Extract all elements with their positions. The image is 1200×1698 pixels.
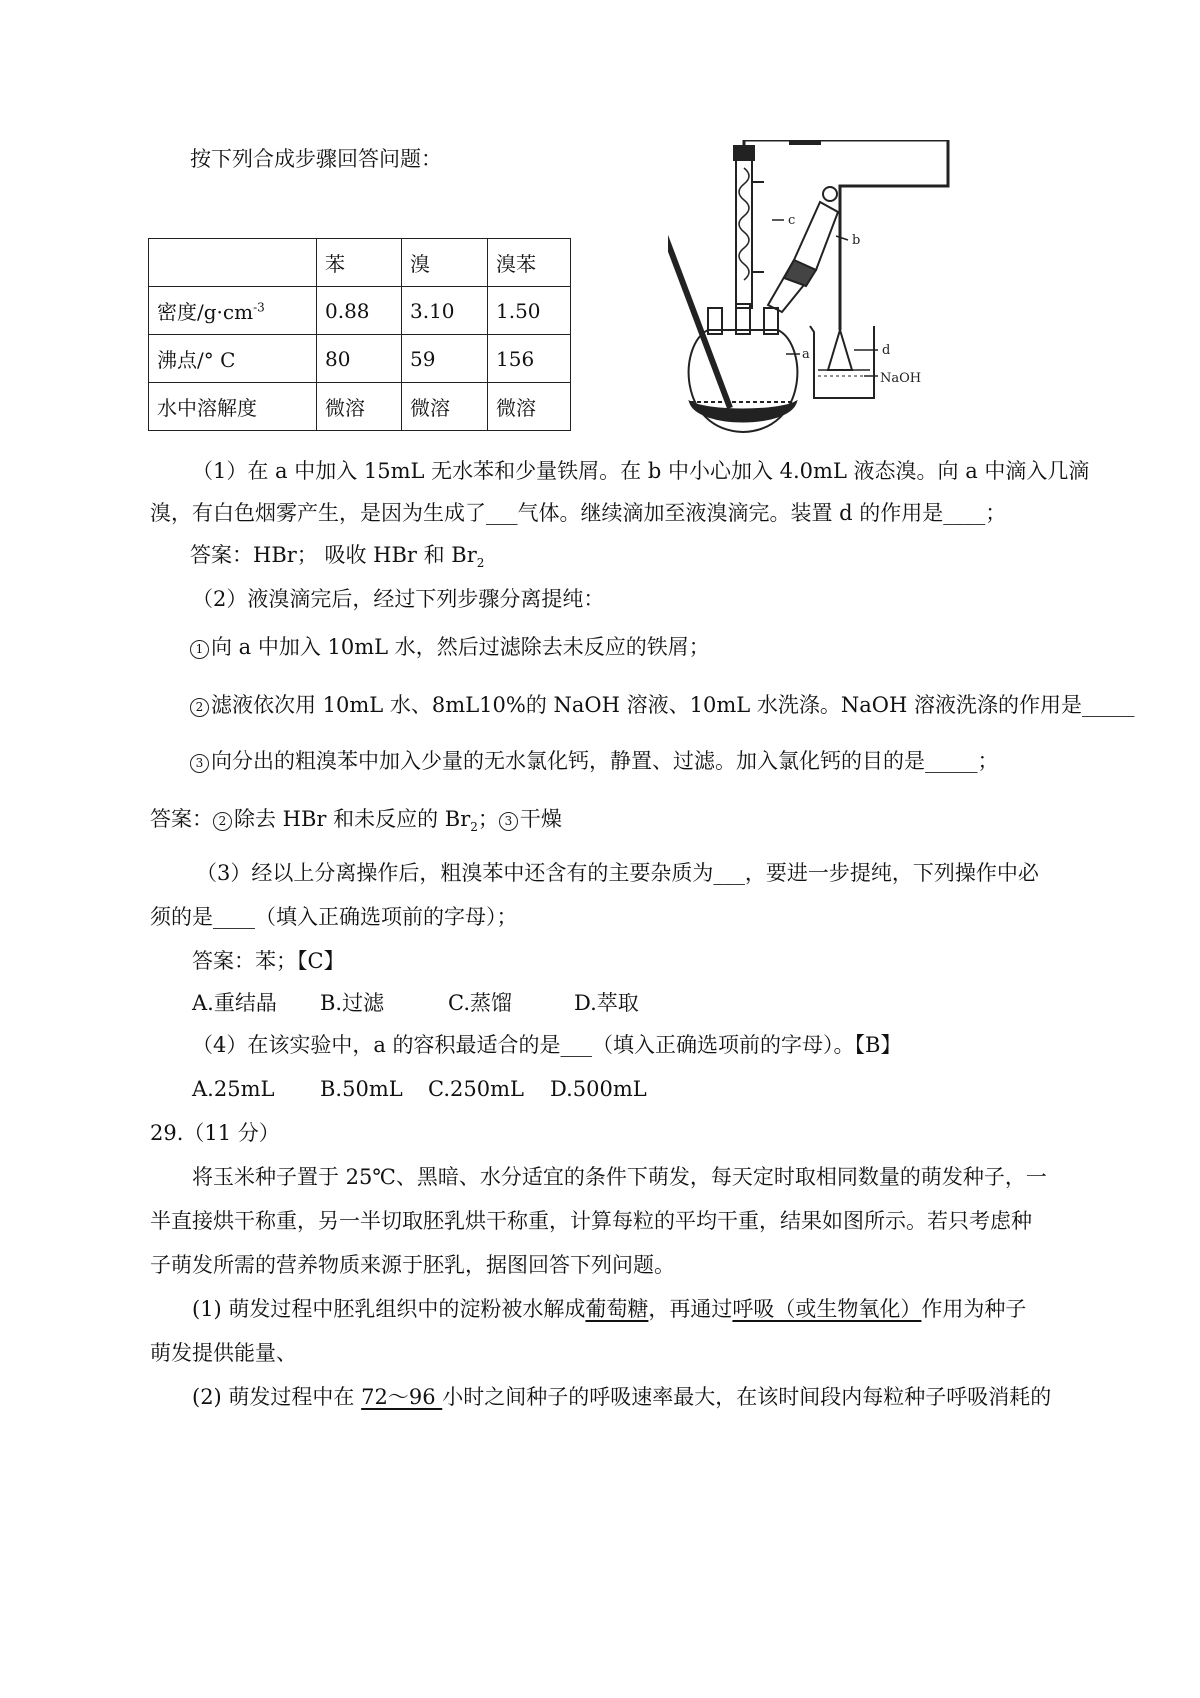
q1-line1: （1）在 a 中加入 15mL 无水苯和少量铁屑。在 b 中小心加入 4.0mL 液态溴。向 a 中滴入几滴 bbox=[192, 459, 1090, 483]
condenser-c bbox=[736, 160, 752, 308]
q29-sub1-line2: 萌发提供能量、 bbox=[150, 1341, 297, 1365]
q4-options bbox=[192, 1074, 647, 1104]
q3-line2: 须的是____（填入正确选项前的字母）； bbox=[150, 905, 518, 929]
q29-paragraph-line1: 将玉米种子置于 25℃、黑暗、水分适宜的条件下萌发，每天定时取相同数量的萌发种子，一 bbox=[192, 1165, 1047, 1189]
q29-sub2-text-a: (2) 萌发过程中在 bbox=[192, 1385, 362, 1409]
q2-answer-part2: 干燥 bbox=[519, 807, 562, 831]
q29-sub1-text-b: ，再通过 bbox=[648, 1297, 733, 1321]
step-number-circle: 3 bbox=[190, 754, 209, 773]
q2-answer-prefix: 答案： bbox=[150, 807, 213, 831]
table-header-cell: 苯 bbox=[317, 239, 402, 287]
table-cell: 微溶 bbox=[488, 383, 571, 431]
option: B.过滤 bbox=[320, 991, 385, 1015]
table-cell: 微溶 bbox=[317, 383, 402, 431]
option: C.蒸馏 bbox=[448, 991, 512, 1015]
q2-step2-text: 滤液依次用 10mL 水、8mL10%的 NaOH 溶液、10mL 水洗涤。NaOH 溶液洗涤的作用是_____ bbox=[211, 693, 1135, 717]
option: D.萃取 bbox=[574, 991, 639, 1015]
q29-sub1-answer2: 呼吸（或生物氧化） bbox=[732, 1297, 922, 1321]
step-number-circle: 3 bbox=[499, 812, 518, 831]
option: B.50mL bbox=[320, 1077, 403, 1101]
table-cell: 0.88 bbox=[317, 287, 402, 335]
q2-intro: （2）液溴滴完后，经过下列步骤分离提纯： bbox=[192, 587, 605, 611]
table-cell: 59 bbox=[402, 335, 488, 383]
q29-sub1-text-c: 作用为种子 bbox=[921, 1297, 1027, 1321]
row-label-text: 密度/g·cm bbox=[157, 300, 254, 324]
q3-answer: 答案：苯；【C】 bbox=[192, 949, 345, 973]
tube-joint bbox=[790, 140, 820, 144]
q29-sub2-text-b: 小时之间种子的呼吸速率最大，在该时间段内每粒种子呼吸消耗的 bbox=[442, 1385, 1052, 1409]
row-label: 水中溶解度 bbox=[149, 383, 317, 431]
q1-answer-text: 答案：HBr； 吸收 HBr 和 Br bbox=[190, 543, 477, 567]
thermometer-rod bbox=[668, 222, 730, 408]
option: C.250mL bbox=[428, 1077, 524, 1101]
apparatus-diagram bbox=[668, 140, 998, 440]
q2-answer-part1: 除去 HBr 和未反应的 Br bbox=[234, 807, 471, 831]
q29-sub1-answer1: 葡萄糖 bbox=[585, 1297, 649, 1321]
q29-sub2-line1 bbox=[192, 1382, 1051, 1412]
label-d: d bbox=[882, 343, 891, 358]
q2-step3-text: 向分出的粗溴苯中加入少量的无水氯化钙，静置、过滤。加入氯化钙的目的是_____； bbox=[211, 749, 999, 773]
table-header-cell: 溴苯 bbox=[488, 239, 571, 287]
label-b-leader bbox=[836, 236, 848, 240]
step-number-circle: 1 bbox=[190, 640, 209, 659]
q2-answer-mid: ； bbox=[477, 807, 499, 831]
q29-sub2-answer: 72～96 bbox=[361, 1385, 443, 1409]
q2-answer bbox=[150, 804, 562, 842]
label-naoh: NaOH bbox=[880, 371, 922, 386]
table-row bbox=[149, 287, 571, 335]
table-cell: 1.50 bbox=[488, 287, 571, 335]
q3-line1: （3）经以上分离操作后，粗溴苯中还含有的主要杂质为___，要进一步提纯，下列操作中必 bbox=[196, 861, 1039, 885]
q4-line1: （4）在该实验中，a 的容积最适合的是___（填入正确选项前的字母）。【B】 bbox=[192, 1033, 902, 1057]
q3-options bbox=[192, 988, 639, 1018]
table-cell: 3.10 bbox=[402, 287, 488, 335]
q29-paragraph-line3: 子萌发所需的营养物质来源于胚乳，据图回答下列问题。 bbox=[150, 1253, 675, 1277]
inverted-funnel-d bbox=[828, 330, 852, 370]
option: D.500mL bbox=[550, 1077, 647, 1101]
table-header-row bbox=[149, 239, 571, 287]
step-number-circle: 2 bbox=[213, 812, 232, 831]
q1-answer bbox=[190, 540, 484, 578]
table-header-cell: 溴 bbox=[402, 239, 488, 287]
option: A.重结晶 bbox=[192, 991, 277, 1015]
dropping-funnel-b bbox=[768, 202, 838, 312]
table-row bbox=[149, 383, 571, 431]
step-number-circle: 2 bbox=[190, 698, 209, 717]
table-cell: 微溶 bbox=[402, 383, 488, 431]
row-label-sup: -3 bbox=[253, 300, 265, 315]
q2-step1-text: 向 a 中加入 10mL 水，然后过滤除去未反应的铁屑； bbox=[211, 635, 710, 659]
table-cell: 80 bbox=[317, 335, 402, 383]
q29-header: 29.（11 分） bbox=[150, 1121, 280, 1145]
row-label: 沸点/° C bbox=[149, 335, 317, 383]
q2-step3 bbox=[190, 746, 999, 776]
q2-step2 bbox=[190, 690, 1134, 720]
q1-answer-sub: 2 bbox=[476, 556, 485, 571]
row-label bbox=[149, 287, 317, 335]
q1-line2: 溴，有白色烟雾产生，是因为生成了___气体。继续滴加至液溴滴完。装置 d 的作用是____； bbox=[150, 501, 1007, 525]
table-cell: 156 bbox=[488, 335, 571, 383]
q29-sub1-line1 bbox=[192, 1294, 1026, 1324]
q29-paragraph-line2: 半直接烘干称重，另一半切取胚乳烘干称重，计算每粒的平均干重，结果如图所示。若只考虑种 bbox=[150, 1209, 1032, 1233]
label-b: b bbox=[852, 233, 861, 248]
delivery-tube bbox=[744, 140, 948, 330]
q2-step1 bbox=[190, 632, 710, 662]
table-row bbox=[149, 335, 571, 383]
funnel-stopper bbox=[823, 187, 837, 201]
funnel-liquid bbox=[784, 260, 816, 286]
table-header-cell bbox=[149, 239, 317, 287]
condenser-stopper bbox=[734, 146, 754, 160]
q2-answer-sub: 2 bbox=[470, 820, 478, 835]
condenser-coil bbox=[739, 168, 749, 280]
label-a: a bbox=[802, 347, 810, 362]
option: A.25mL bbox=[192, 1077, 275, 1101]
label-c: c bbox=[788, 213, 796, 228]
intro-text: 按下列合成步骤回答问题： bbox=[190, 147, 442, 171]
q29-sub1-text-a: (1) 萌发过程中胚乳组织中的淀粉被水解成 bbox=[192, 1297, 586, 1321]
property-table bbox=[148, 238, 571, 431]
